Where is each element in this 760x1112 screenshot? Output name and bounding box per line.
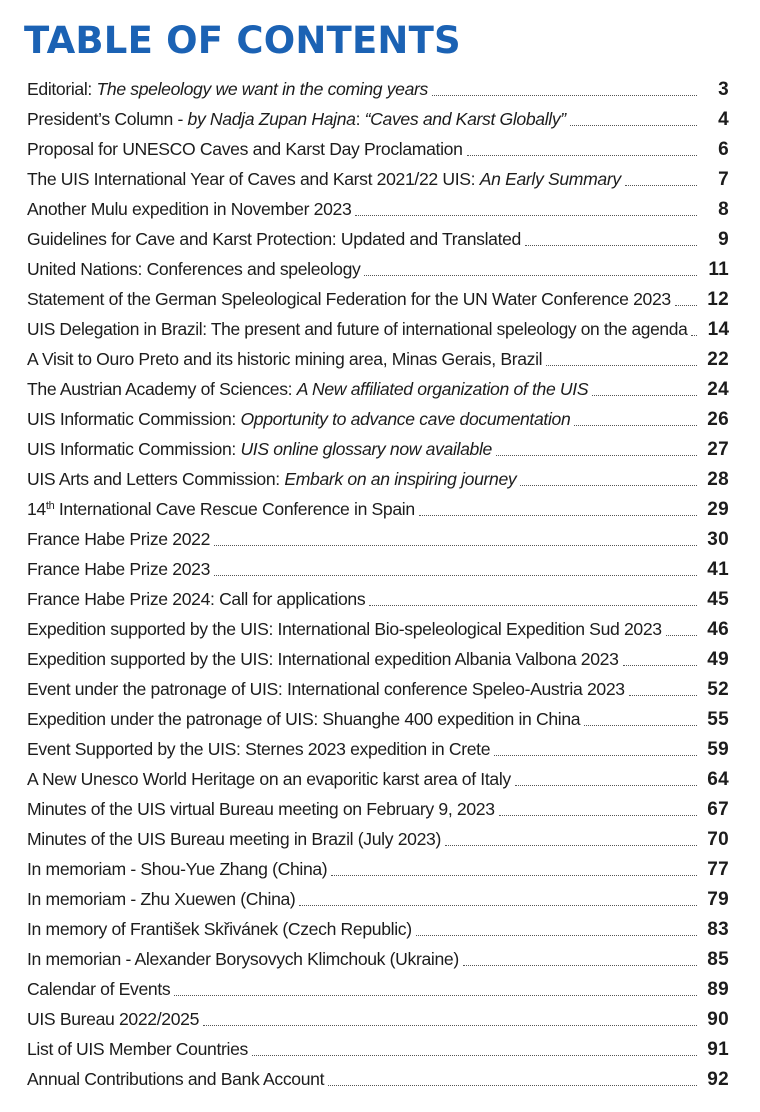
dot-leader bbox=[299, 904, 697, 906]
toc-page-number: 89 bbox=[707, 979, 729, 1000]
toc-entry-title: Event under the patronage of UIS: International conference Speleo-Austria 2023 bbox=[27, 679, 625, 699]
toc-entry[interactable] bbox=[27, 344, 729, 374]
toc-page-number: 64 bbox=[707, 769, 729, 790]
toc-entry[interactable] bbox=[27, 794, 729, 824]
dot-leader bbox=[574, 424, 697, 426]
toc-entry-title: Expedition under the patronage of UIS: Shuanghe 400 expedition in China bbox=[27, 709, 581, 729]
toc-entry-title: Expedition supported by the UIS: International expedition Albania Valbona 2023 bbox=[27, 649, 619, 669]
dot-leader bbox=[463, 964, 697, 966]
toc-page-number: 49 bbox=[707, 649, 729, 670]
dot-leader bbox=[520, 484, 697, 486]
toc-entry[interactable] bbox=[27, 464, 729, 494]
toc-page-number: 22 bbox=[707, 349, 729, 370]
toc-page-number: 11 bbox=[708, 259, 729, 280]
dot-leader bbox=[328, 1084, 697, 1086]
toc-page-number: 52 bbox=[707, 679, 729, 700]
toc-list bbox=[27, 74, 729, 1094]
dot-leader bbox=[355, 214, 697, 216]
toc-entry[interactable] bbox=[27, 194, 729, 224]
toc-entry[interactable] bbox=[27, 104, 729, 134]
toc-entry-title: Minutes of the UIS virtual Bureau meeting on February 9, 2023 bbox=[27, 799, 495, 819]
toc-entry[interactable] bbox=[27, 404, 729, 434]
toc-entry[interactable] bbox=[27, 704, 729, 734]
toc-entry[interactable] bbox=[27, 254, 729, 284]
dot-leader bbox=[584, 724, 697, 726]
toc-page-number: 4 bbox=[718, 109, 729, 130]
toc-entry-title: UIS Arts and Letters Commission: Embark on an inspiring journey bbox=[27, 469, 517, 489]
toc-entry-title: France Habe Prize 2024: Call for applications bbox=[27, 589, 366, 609]
toc-entry[interactable] bbox=[27, 974, 729, 1004]
toc-entry-title: Guidelines for Cave and Karst Protection: Updated and Translated bbox=[27, 229, 521, 249]
dot-leader bbox=[666, 634, 697, 636]
toc-page-number: 12 bbox=[707, 289, 729, 310]
toc-entry-title: Annual Contributions and Bank Account bbox=[27, 1069, 325, 1089]
toc-entry-title: Event Supported by the UIS: Sternes 2023 expedition in Crete bbox=[27, 739, 491, 759]
toc-entry[interactable] bbox=[27, 524, 729, 554]
toc-entry[interactable] bbox=[27, 644, 729, 674]
toc-page-number: 85 bbox=[707, 949, 729, 970]
dot-leader bbox=[675, 304, 697, 306]
toc-entry[interactable] bbox=[27, 884, 729, 914]
dot-leader bbox=[496, 454, 697, 456]
toc-entry-title: Minutes of the UIS Bureau meeting in Brazil (July 2023) bbox=[27, 829, 441, 849]
toc-entry[interactable] bbox=[27, 314, 729, 344]
dot-leader bbox=[369, 604, 697, 606]
toc-entry[interactable] bbox=[27, 284, 729, 314]
toc-entry[interactable] bbox=[27, 1004, 729, 1034]
toc-page-number: 91 bbox=[707, 1039, 729, 1060]
dot-leader bbox=[525, 244, 697, 246]
toc-entry[interactable] bbox=[27, 854, 729, 884]
toc-page-number: 29 bbox=[707, 499, 729, 520]
toc-page-number: 45 bbox=[707, 589, 729, 610]
toc-entry[interactable] bbox=[27, 824, 729, 854]
toc-entry[interactable] bbox=[27, 554, 729, 584]
toc-entry[interactable] bbox=[27, 614, 729, 644]
toc-entry-title: A New Unesco World Heritage on an evaporitic karst area of Italy bbox=[27, 769, 511, 789]
toc-entry-title: UIS Informatic Commission: Opportunity to advance cave documentation bbox=[27, 409, 571, 429]
toc-page-number: 59 bbox=[707, 739, 729, 760]
toc-page-number: 77 bbox=[707, 859, 729, 880]
toc-page-number: 46 bbox=[707, 619, 729, 640]
toc-entry[interactable] bbox=[27, 1034, 729, 1064]
toc-page-number: 9 bbox=[718, 229, 729, 250]
toc-entry-title: Proposal for UNESCO Caves and Karst Day Proclamation bbox=[27, 139, 463, 159]
toc-page-number: 27 bbox=[707, 439, 729, 460]
toc-page-number: 83 bbox=[707, 919, 729, 940]
dot-leader bbox=[252, 1054, 697, 1056]
dot-leader bbox=[499, 814, 697, 816]
dot-leader bbox=[570, 124, 697, 126]
dot-leader bbox=[419, 514, 697, 516]
toc-page-number: 79 bbox=[707, 889, 729, 910]
page-title: TABLE OF CONTENTS bbox=[24, 19, 461, 62]
toc-entry-title: UIS Bureau 2022/2025 bbox=[27, 1009, 200, 1029]
toc-entry-title: United Nations: Conferences and speleology bbox=[27, 259, 361, 279]
dot-leader bbox=[494, 754, 697, 756]
toc-entry-title: France Habe Prize 2023 bbox=[27, 559, 211, 579]
toc-entry[interactable] bbox=[27, 434, 729, 464]
toc-page-number: 92 bbox=[707, 1069, 729, 1090]
toc-page-number: 28 bbox=[707, 469, 729, 490]
dot-leader bbox=[445, 844, 697, 846]
toc-entry-title: Statement of the German Speleological Federation for the UN Water Conference 2023 bbox=[27, 289, 671, 309]
toc-entry-title: The UIS International Year of Caves and Karst 2021/22 UIS: An Early Summary bbox=[27, 169, 621, 189]
toc-page-number: 30 bbox=[707, 529, 729, 550]
toc-page-number: 8 bbox=[718, 199, 729, 220]
toc-page-number: 90 bbox=[707, 1009, 729, 1030]
toc-entry[interactable] bbox=[27, 74, 729, 104]
dot-leader bbox=[625, 184, 697, 186]
toc-page-number: 14 bbox=[707, 319, 730, 340]
toc-entry-title: In memorian - Alexander Borysovych Klimchouk (Ukraine) bbox=[27, 949, 459, 969]
toc-entry[interactable] bbox=[27, 1064, 729, 1094]
toc-entry[interactable] bbox=[27, 134, 729, 164]
toc-entry[interactable] bbox=[27, 374, 729, 404]
dot-leader bbox=[432, 94, 697, 96]
dot-leader bbox=[592, 394, 697, 396]
dot-leader bbox=[546, 364, 697, 366]
dot-leader bbox=[691, 334, 697, 336]
toc-page-number: 26 bbox=[707, 409, 729, 430]
toc-entry[interactable] bbox=[27, 584, 729, 614]
toc-entry-title: The Austrian Academy of Sciences: A New affiliated organization of the UIS bbox=[27, 379, 589, 399]
toc-page-number: 67 bbox=[707, 799, 729, 820]
toc-page-number: 6 bbox=[718, 139, 729, 160]
toc-entry[interactable] bbox=[27, 494, 729, 524]
toc-entry[interactable] bbox=[27, 914, 729, 944]
toc-entry-title: In memoriam - Shou-Yue Zhang (China) bbox=[27, 859, 328, 879]
toc-entry-title: In memoriam - Zhu Xuewen (China) bbox=[27, 889, 296, 909]
toc-entry[interactable] bbox=[27, 224, 729, 254]
dot-leader bbox=[364, 274, 697, 276]
toc-entry-title: A Visit to Ouro Preto and its historic mining area, Minas Gerais, Brazil bbox=[27, 349, 543, 369]
dot-leader bbox=[629, 694, 697, 696]
toc-entry[interactable] bbox=[27, 764, 729, 794]
toc-entry-title: UIS Informatic Commission: UIS online glossary now available bbox=[27, 439, 492, 459]
toc-page-number: 70 bbox=[707, 829, 729, 850]
dot-leader bbox=[623, 664, 697, 666]
toc-entry-title: Calendar of Events bbox=[27, 979, 171, 999]
toc-entry-title: France Habe Prize 2022 bbox=[27, 529, 211, 549]
toc-page-number: 55 bbox=[707, 709, 729, 730]
dot-leader bbox=[214, 574, 697, 576]
toc-page-number: 24 bbox=[707, 379, 729, 400]
toc-page-number: 3 bbox=[718, 79, 729, 100]
dot-leader bbox=[174, 994, 697, 996]
toc-page-number: 7 bbox=[718, 169, 729, 190]
toc-entry-title: Editorial: The speleology we want in the coming years bbox=[27, 79, 428, 99]
toc-entry[interactable] bbox=[27, 944, 729, 974]
dot-leader bbox=[331, 874, 697, 876]
toc-entry[interactable] bbox=[27, 734, 729, 764]
toc-page-number: 41 bbox=[707, 559, 729, 580]
toc-entry-title: 14th International Cave Rescue Conference in Spain bbox=[27, 499, 415, 519]
toc-entry-title: President’s Column - by Nadja Zupan Hajna: “Caves and Karst Globally” bbox=[27, 109, 566, 129]
toc-entry-title: Expedition supported by the UIS: International Bio-speleological Expedition Sud 2023 bbox=[27, 619, 662, 639]
dot-leader bbox=[515, 784, 697, 786]
dot-leader bbox=[214, 544, 697, 546]
toc-entry-title: Another Mulu expedition in November 2023 bbox=[27, 199, 352, 219]
toc-entry[interactable] bbox=[27, 164, 729, 194]
toc-entry-title: UIS Delegation in Brazil: The present and future of international speleology on the agenda bbox=[27, 319, 688, 339]
dot-leader bbox=[416, 934, 697, 936]
toc-entry-title: In memory of František Skřivánek (Czech Republic) bbox=[27, 919, 412, 939]
dot-leader bbox=[203, 1024, 697, 1026]
toc-entry[interactable] bbox=[27, 674, 729, 704]
toc-entry-title: List of UIS Member Countries bbox=[27, 1039, 248, 1059]
dot-leader bbox=[467, 154, 697, 156]
